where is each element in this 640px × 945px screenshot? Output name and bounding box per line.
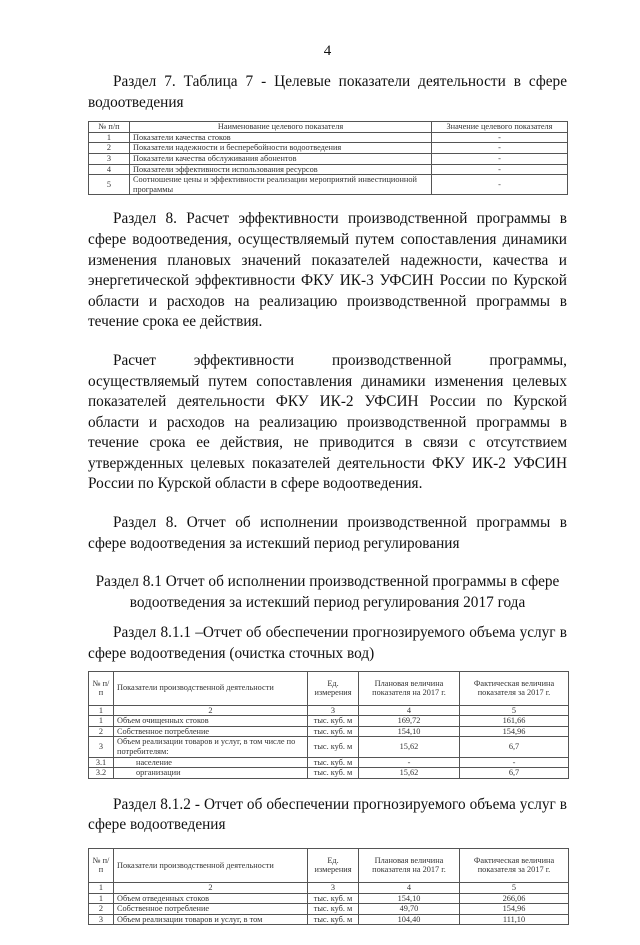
cell: 3: [89, 737, 114, 757]
cell: тыс. куб. м: [308, 893, 359, 904]
cell: 111,10: [460, 914, 569, 925]
cell: Объем отведенных стоков: [114, 893, 308, 904]
cell: 3: [308, 882, 359, 893]
table-row: [89, 757, 569, 768]
cell: 4: [359, 882, 460, 893]
header-cell: Наименование целевого показателя: [130, 122, 432, 133]
cell: тыс. куб. м: [308, 737, 359, 757]
section-8-text: Расчет эффективности производственной программы, осуществляемый путем сопоставления динамики изменения целевых показателей деятельности ФКУ ИК-2 УФСИН России по Курской области и расходов на реализацию производственной программы в течение срока ее действия, не приводится в связи с отсутствием утвержденных целевых показателей деятельности ФКУ ИК-2 УФСИН России по Курской области в сфере водоотведения.: [88, 351, 567, 493]
cell: 169,72: [359, 716, 460, 727]
cell: 3.1: [89, 757, 114, 768]
cell: 3: [308, 705, 359, 716]
header-cell: № п/п: [89, 671, 114, 705]
table-row: [89, 914, 569, 925]
cell: 3: [89, 153, 130, 164]
cell: 5: [460, 705, 569, 716]
cell: 154,96: [460, 726, 569, 737]
cell: 2: [89, 143, 130, 154]
section-8-1-heading-line1: Раздел 8.1 Отчет об исполнении производственной программы в сфере: [95, 573, 560, 591]
header-cell: № п/п: [89, 122, 130, 133]
header-cell: Плановая величина показателя на 2017 г.: [359, 671, 460, 705]
cell: 6,7: [460, 737, 569, 757]
cell: тыс. куб. м: [308, 768, 359, 779]
cell: -: [432, 153, 568, 164]
header-cell: Фактическая величина показателя за 2017 г.: [460, 848, 569, 882]
table-row: [89, 904, 569, 915]
cell: 1: [89, 705, 114, 716]
cell: Показатели качества обслуживания абонентов: [130, 153, 432, 164]
cell: Показатели качества стоков: [130, 132, 432, 143]
cell: Показатели надежности и бесперебойности водоотведения: [130, 143, 432, 154]
table-row: [89, 716, 569, 727]
section-8-report-heading: Раздел 8. Отчет об исполнении производственной программы в сфере водоотведения за истекший период регулирования: [88, 514, 567, 552]
table-row: [89, 132, 568, 143]
cell: Собственное потребление: [114, 726, 308, 737]
cell: организации: [114, 768, 308, 779]
cell: 2: [89, 904, 114, 915]
cell: Собственное потребление: [114, 904, 308, 915]
cell: Соотношение цены и эффективности реализации мероприятий инвестиционной программы: [130, 175, 432, 195]
table-row: [89, 893, 569, 904]
cell: тыс. куб. м: [308, 726, 359, 737]
cell: Показатели эффективности использования ресурсов: [130, 164, 432, 175]
cell: 2: [89, 726, 114, 737]
cell: 104,40: [359, 914, 460, 925]
cell: 49,70: [359, 904, 460, 915]
table-row: [89, 175, 568, 195]
header-cell: Показатели производственной деятельности: [114, 671, 308, 705]
cell: тыс. куб. м: [308, 914, 359, 925]
table-row: [89, 726, 569, 737]
cell: тыс. куб. м: [308, 904, 359, 915]
cell: 1: [89, 893, 114, 904]
cell: 3.2: [89, 768, 114, 779]
cell: 2: [114, 882, 308, 893]
cell: 154,96: [460, 904, 569, 915]
cell: 15,62: [359, 768, 460, 779]
cell: 1: [89, 716, 114, 727]
cell: -: [432, 164, 568, 175]
cell: 154,10: [359, 893, 460, 904]
cell: тыс. куб. м: [308, 757, 359, 768]
cell: -: [432, 143, 568, 154]
cell: -: [359, 757, 460, 768]
table-row: [89, 737, 569, 757]
cell: тыс. куб. м: [308, 716, 359, 727]
header-cell: Ед. измерения: [308, 671, 359, 705]
cell: Объем реализации товаров и услуг, в том: [114, 914, 308, 925]
header-cell: Плановая величина показателя на 2017 г.: [359, 848, 460, 882]
cell: Объем очищенных стоков: [114, 716, 308, 727]
cell: 4: [89, 164, 130, 175]
cell: население: [114, 757, 308, 768]
table-row: [89, 143, 568, 154]
section-8-1-2-heading: Раздел 8.1.2 - Отчет об обеспечении прогнозируемого объема услуг в сфере водоотведения: [88, 795, 567, 834]
header-cell: Показатели производственной деятельности: [114, 848, 308, 882]
cell: -: [460, 757, 569, 768]
cell: Объем реализации товаров и услуг, в том числе по потребителям:: [114, 737, 308, 757]
header-cell: № п/п: [89, 848, 114, 882]
section-8-1-heading-line2: водоотведения за истекший период регулирования 2017 года: [129, 593, 526, 611]
header-cell: Ед. измерения: [308, 848, 359, 882]
section-8-1-1-heading: Раздел 8.1.1 –Отчет об обеспечении прогнозируемого объема услуг в сфере водоотведения (очистка сточных вод): [88, 624, 567, 663]
cell: 266,06: [460, 893, 569, 904]
cell: 161,66: [460, 716, 569, 727]
cell: 15,62: [359, 737, 460, 757]
table-row: [89, 153, 568, 164]
table-8-1-1: [88, 671, 569, 779]
table-7: [88, 121, 568, 195]
page-number: 4: [323, 43, 332, 59]
cell: 154,10: [359, 726, 460, 737]
cell: 3: [89, 914, 114, 925]
section-7-heading: Раздел 7. Таблица 7 - Целевые показатели деятельности в сфере водоотведения: [88, 73, 567, 111]
cell: -: [432, 132, 568, 143]
cell: 1: [89, 882, 114, 893]
table-row: [89, 164, 568, 175]
cell: 6,7: [460, 768, 569, 779]
cell: 2: [114, 705, 308, 716]
table-8-1-2: [88, 848, 569, 925]
cell: 4: [359, 705, 460, 716]
section-8-heading: Раздел 8. Расчет эффективности производственной программы в сфере водоотведения, осуществляемый путем сопоставления динамики изменения плановых значений показателей надежности, качества и энергетической эффективности ФКУ ИК-3 УФСИН России по Курской области и расходов на реализацию производственной программы в течение срока ее действия.: [88, 210, 567, 331]
cell: -: [432, 175, 568, 195]
header-cell: Значение целевого показателя: [432, 122, 568, 133]
cell: 5: [460, 882, 569, 893]
header-cell: Фактическая величина показателя за 2017 г.: [460, 671, 569, 705]
cell: 5: [89, 175, 130, 195]
cell: 1: [89, 132, 130, 143]
table-row: [89, 768, 569, 779]
